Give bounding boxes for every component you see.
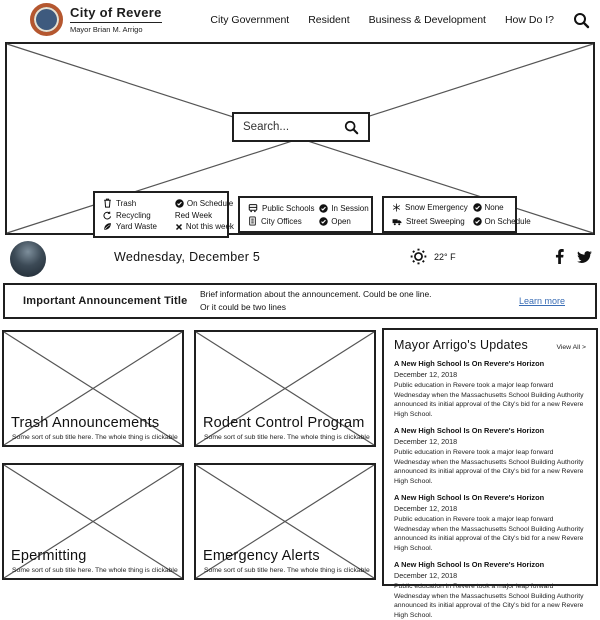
news-item-title: A New High School Is On Revere's Horizon (394, 560, 545, 570)
status-row-city-offices (248, 216, 363, 226)
news-item-date: December 12, 2018 (394, 504, 458, 514)
nav-how-do-i[interactable]: How Do I? (504, 14, 554, 26)
snowflake-icon (392, 203, 401, 212)
status-row-recycling (103, 211, 219, 220)
status-label: City Offices (261, 216, 302, 226)
nav-city-government[interactable]: City Government (210, 14, 290, 26)
news-item-title: A New High School Is On Revere's Horizon (394, 359, 545, 368)
mayor-updates-sidebar (382, 328, 598, 619)
card-subtitle: Some sort of sub title here. The whole thing is clickable (204, 434, 370, 441)
status-value: Open (331, 216, 351, 226)
street-status-box (382, 196, 531, 233)
card-trash-announcements[interactable] (2, 330, 184, 447)
news-item[interactable] (394, 493, 586, 553)
sidebar-header (394, 338, 586, 352)
status-label: Street Sweeping (406, 217, 465, 226)
city-seal-icon (30, 3, 63, 36)
social-links (555, 249, 592, 264)
news-item-date: December 12, 2018 (394, 370, 458, 379)
card-title: Epermitting (11, 548, 87, 564)
check-circle-icon (319, 217, 328, 226)
hero-search-placeholder: Search... (243, 121, 290, 133)
status-label: Recycling (116, 210, 151, 220)
status-value: In Session (331, 203, 369, 213)
temperature: 22° F (434, 251, 456, 262)
status-value: On Schedule (186, 198, 234, 208)
news-item-body: Public education in Revere took a major leap forward Wednesday when the Massachusetts School Building Authority announced its initial approval of the City's bid for a new Revere High School. (394, 516, 584, 552)
card-subtitle: Some sort of sub title here. The whole thing is clickable (12, 567, 178, 574)
check-circle-icon (473, 203, 482, 212)
status-label: Public Schools (262, 203, 315, 213)
announcement-title: Important Announcement Title (23, 295, 188, 307)
site-logo-group[interactable] (30, 3, 162, 36)
sweeper-truck-icon (392, 217, 402, 226)
status-value: On Schedule (484, 217, 531, 226)
status-row-public-schools (248, 203, 369, 213)
card-rodent-control-program[interactable] (194, 330, 376, 447)
news-item[interactable] (394, 359, 586, 419)
check-circle-icon (473, 217, 482, 226)
news-item-body: Public education in Revere took a major leap forward Wednesday when the Massachusetts School Building Authority announced its initial approval of the City's bid for a new Revere High School. (394, 449, 584, 485)
card-title: Emergency Alerts (203, 548, 320, 564)
status-row-yard-waste (103, 222, 234, 231)
sidebar-title: Mayor Arrigo's Updates (394, 338, 528, 352)
main-nav (210, 0, 590, 40)
news-item-title: A New High School Is On Revere's Horizon (394, 493, 545, 503)
card-subtitle: Some sort of sub title here. The whole thing is clickable (12, 434, 178, 441)
announcement-body (200, 288, 519, 314)
announcement-line-2: Or it could be two lines (200, 302, 286, 312)
news-item-date: December 12, 2018 (394, 437, 458, 447)
card-title: Rodent Control Program (203, 415, 365, 431)
status-row-trash (103, 198, 234, 208)
status-label: Trash (116, 198, 137, 208)
nav-resident[interactable]: Resident (308, 14, 350, 26)
card-epermitting[interactable] (2, 463, 184, 580)
current-date: Wednesday, December 5 (114, 250, 261, 264)
sun-icon (410, 248, 427, 265)
twitter-icon[interactable] (577, 251, 592, 263)
check-circle-icon (319, 204, 328, 213)
search-icon[interactable] (573, 12, 590, 29)
search-icon[interactable] (344, 120, 359, 135)
recycle-icon (103, 211, 112, 220)
status-row-snow-emergency (392, 203, 507, 212)
trash-icon (103, 198, 112, 208)
building-icon (248, 216, 257, 226)
announcement-line-1: Brief information about the announcement. Could be one line. (200, 289, 432, 300)
view-all-link[interactable]: View All > (556, 344, 586, 351)
status-value: Not this week (185, 222, 234, 231)
card-emergency-alerts[interactable] (194, 463, 376, 580)
status-label: Yard Waste (116, 222, 157, 231)
news-item-body: Public education in Revere took a major leap forward Wednesday when the Massachusetts School Building Authority announced its initial approval of the City's bid for a new Revere High School. (394, 583, 584, 619)
announcement-banner[interactable] (3, 283, 597, 319)
news-item-date: December 12, 2018 (394, 571, 458, 581)
header (0, 0, 600, 40)
news-item-title: A New High School Is On Revere's Horizon (394, 426, 545, 436)
news-item[interactable] (394, 426, 586, 486)
site-title: City of Revere (70, 5, 162, 23)
feature-card-grid (2, 330, 376, 580)
status-label: Snow Emergency (405, 203, 468, 212)
brand-text (70, 5, 162, 34)
bus-icon (248, 203, 258, 213)
check-circle-icon (175, 199, 184, 208)
status-value: Red Week (174, 210, 213, 220)
site-subtitle: Mayor Brian M. Arrigo (70, 25, 143, 34)
x-mark-icon (175, 223, 183, 231)
leaf-icon (103, 222, 112, 231)
waste-status-box (93, 191, 234, 238)
news-item-body: Public education in Revere took a major leap forward Wednesday when the Massachusetts School Building Authority announced its initial approval of the City's bid for a new Revere High School. (394, 382, 584, 418)
card-subtitle: Some sort of sub title here. The whole thing is clickable (204, 567, 370, 574)
date-bar (0, 239, 600, 279)
weather-widget (410, 248, 456, 265)
status-value: None (484, 203, 504, 212)
status-row-street-sweeping (392, 217, 531, 226)
learn-more-link[interactable]: Learn more (518, 296, 565, 306)
nav-business-development[interactable]: Business & Development (368, 14, 486, 26)
news-item[interactable] (394, 560, 586, 620)
city-services-status-box (238, 196, 373, 233)
card-title: Trash Announcements (11, 415, 160, 431)
hero-search-box[interactable] (232, 112, 370, 142)
facebook-icon[interactable] (555, 249, 564, 264)
city-photo-thumbnail (10, 241, 46, 277)
